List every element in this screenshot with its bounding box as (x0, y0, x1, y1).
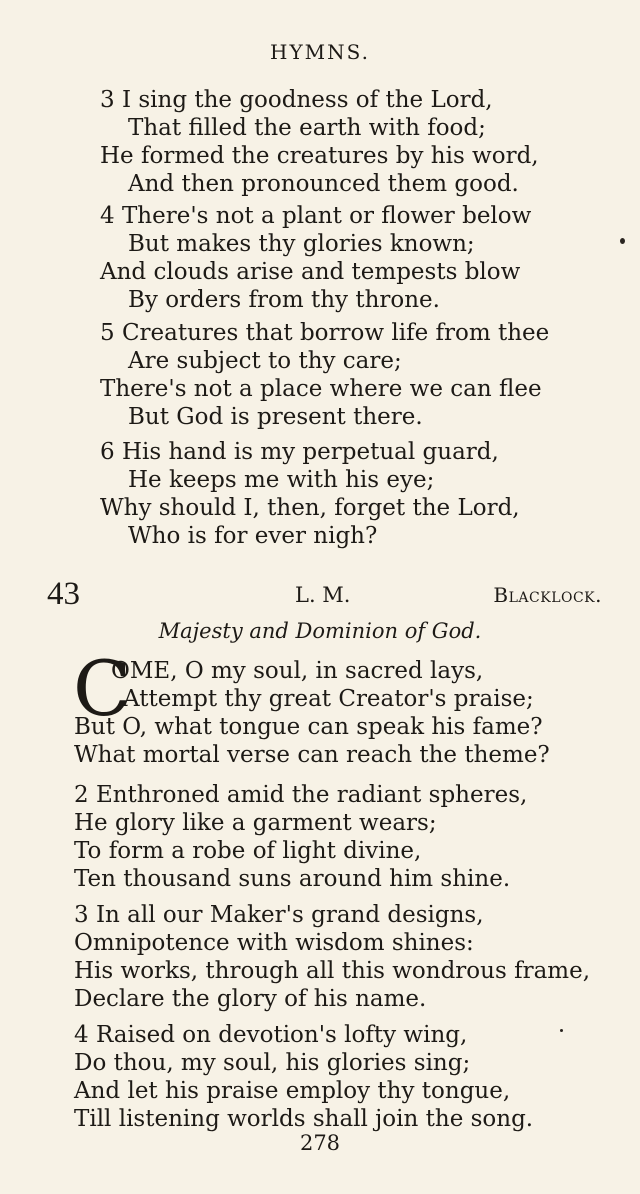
stanza-5 (0, 319, 640, 431)
stanza-line: 4 There's not a plant or flower below (100, 203, 532, 229)
stanza-line: 5 Creatures that borrow life from thee (100, 320, 550, 346)
page-number: 278 (299, 1131, 341, 1155)
stanza-line: That filled the earth with food; (128, 115, 486, 141)
verse-2 (0, 781, 640, 893)
verse-line: Till listening worlds shall join the song. (74, 1106, 534, 1132)
stanza-6 (0, 438, 640, 550)
verse-line: Ten thousand suns around him shine. (74, 866, 511, 892)
verse-line: Do thou, my soul, his glories sing; (74, 1050, 471, 1076)
stanza-line: And clouds arise and tempests blow (100, 259, 521, 285)
verse-line: What mortal verse can reach the theme? (74, 742, 550, 768)
stanza-line: 6 His hand is my perpetual guard, (100, 439, 499, 465)
hymn-number: 43 (47, 576, 80, 612)
stanza-line: Are subject to thy care; (128, 348, 402, 374)
verse-line: But O, what tongue can speak his fame? (74, 714, 543, 740)
hymn-header (0, 576, 640, 612)
stanza-line: But God is present there. (128, 404, 423, 430)
verse-line: To form a robe of light divine, (74, 838, 422, 864)
stanza-line: There's not a place where we can flee (100, 376, 542, 402)
ink-speck (560, 1029, 563, 1032)
verse-3 (0, 901, 640, 1013)
verse-line: Declare the glory of his name. (74, 986, 427, 1012)
verse-line: Omnipotence with wisdom shines: (74, 930, 474, 956)
stanza-line: By orders from thy throne. (128, 287, 440, 313)
verse-line: Attempt thy great Creator's praise; (123, 686, 534, 712)
verse-line: 3 In all our Maker's grand designs, (74, 902, 484, 928)
stanza-3 (0, 86, 640, 198)
stanza-line: He formed the creatures by his word, (100, 143, 539, 169)
verse-line: 2 Enthroned amid the radiant spheres, (74, 782, 528, 808)
running-head: HYMNS. (270, 40, 370, 64)
verse-line: 4 Raised on devotion's lofty wing, (74, 1022, 468, 1048)
stanza-line: Who is for ever nigh? (128, 523, 378, 549)
hymn-subtitle: Majesty and Dominion of God. (158, 619, 482, 643)
verse-1 (0, 644, 640, 769)
drop-cap: C (73, 644, 132, 733)
ink-speck (620, 238, 625, 244)
stanza-line: Why should I, then, forget the Lord, (100, 495, 520, 521)
verse-4 (0, 1021, 640, 1133)
verse-line: His works, through all this wondrous frame, (74, 958, 591, 984)
verse-line: And let his praise employ thy tongue, (74, 1078, 511, 1104)
stanza-line: 3 I sing the goodness of the Lord, (100, 87, 493, 113)
stanza-line: He keeps me with his eye; (128, 467, 435, 493)
stanza-4 (0, 202, 640, 314)
stanza-line: But makes thy glories known; (128, 231, 475, 257)
stanza-line: And then pronounced them good. (128, 171, 519, 197)
verse-line: OME, O my soul, in sacred lays, (111, 658, 484, 684)
hymn-author: Blacklock. (493, 583, 602, 607)
hymn-meter: L. M. (295, 583, 351, 607)
verse-line: He glory like a garment wears; (74, 810, 437, 836)
